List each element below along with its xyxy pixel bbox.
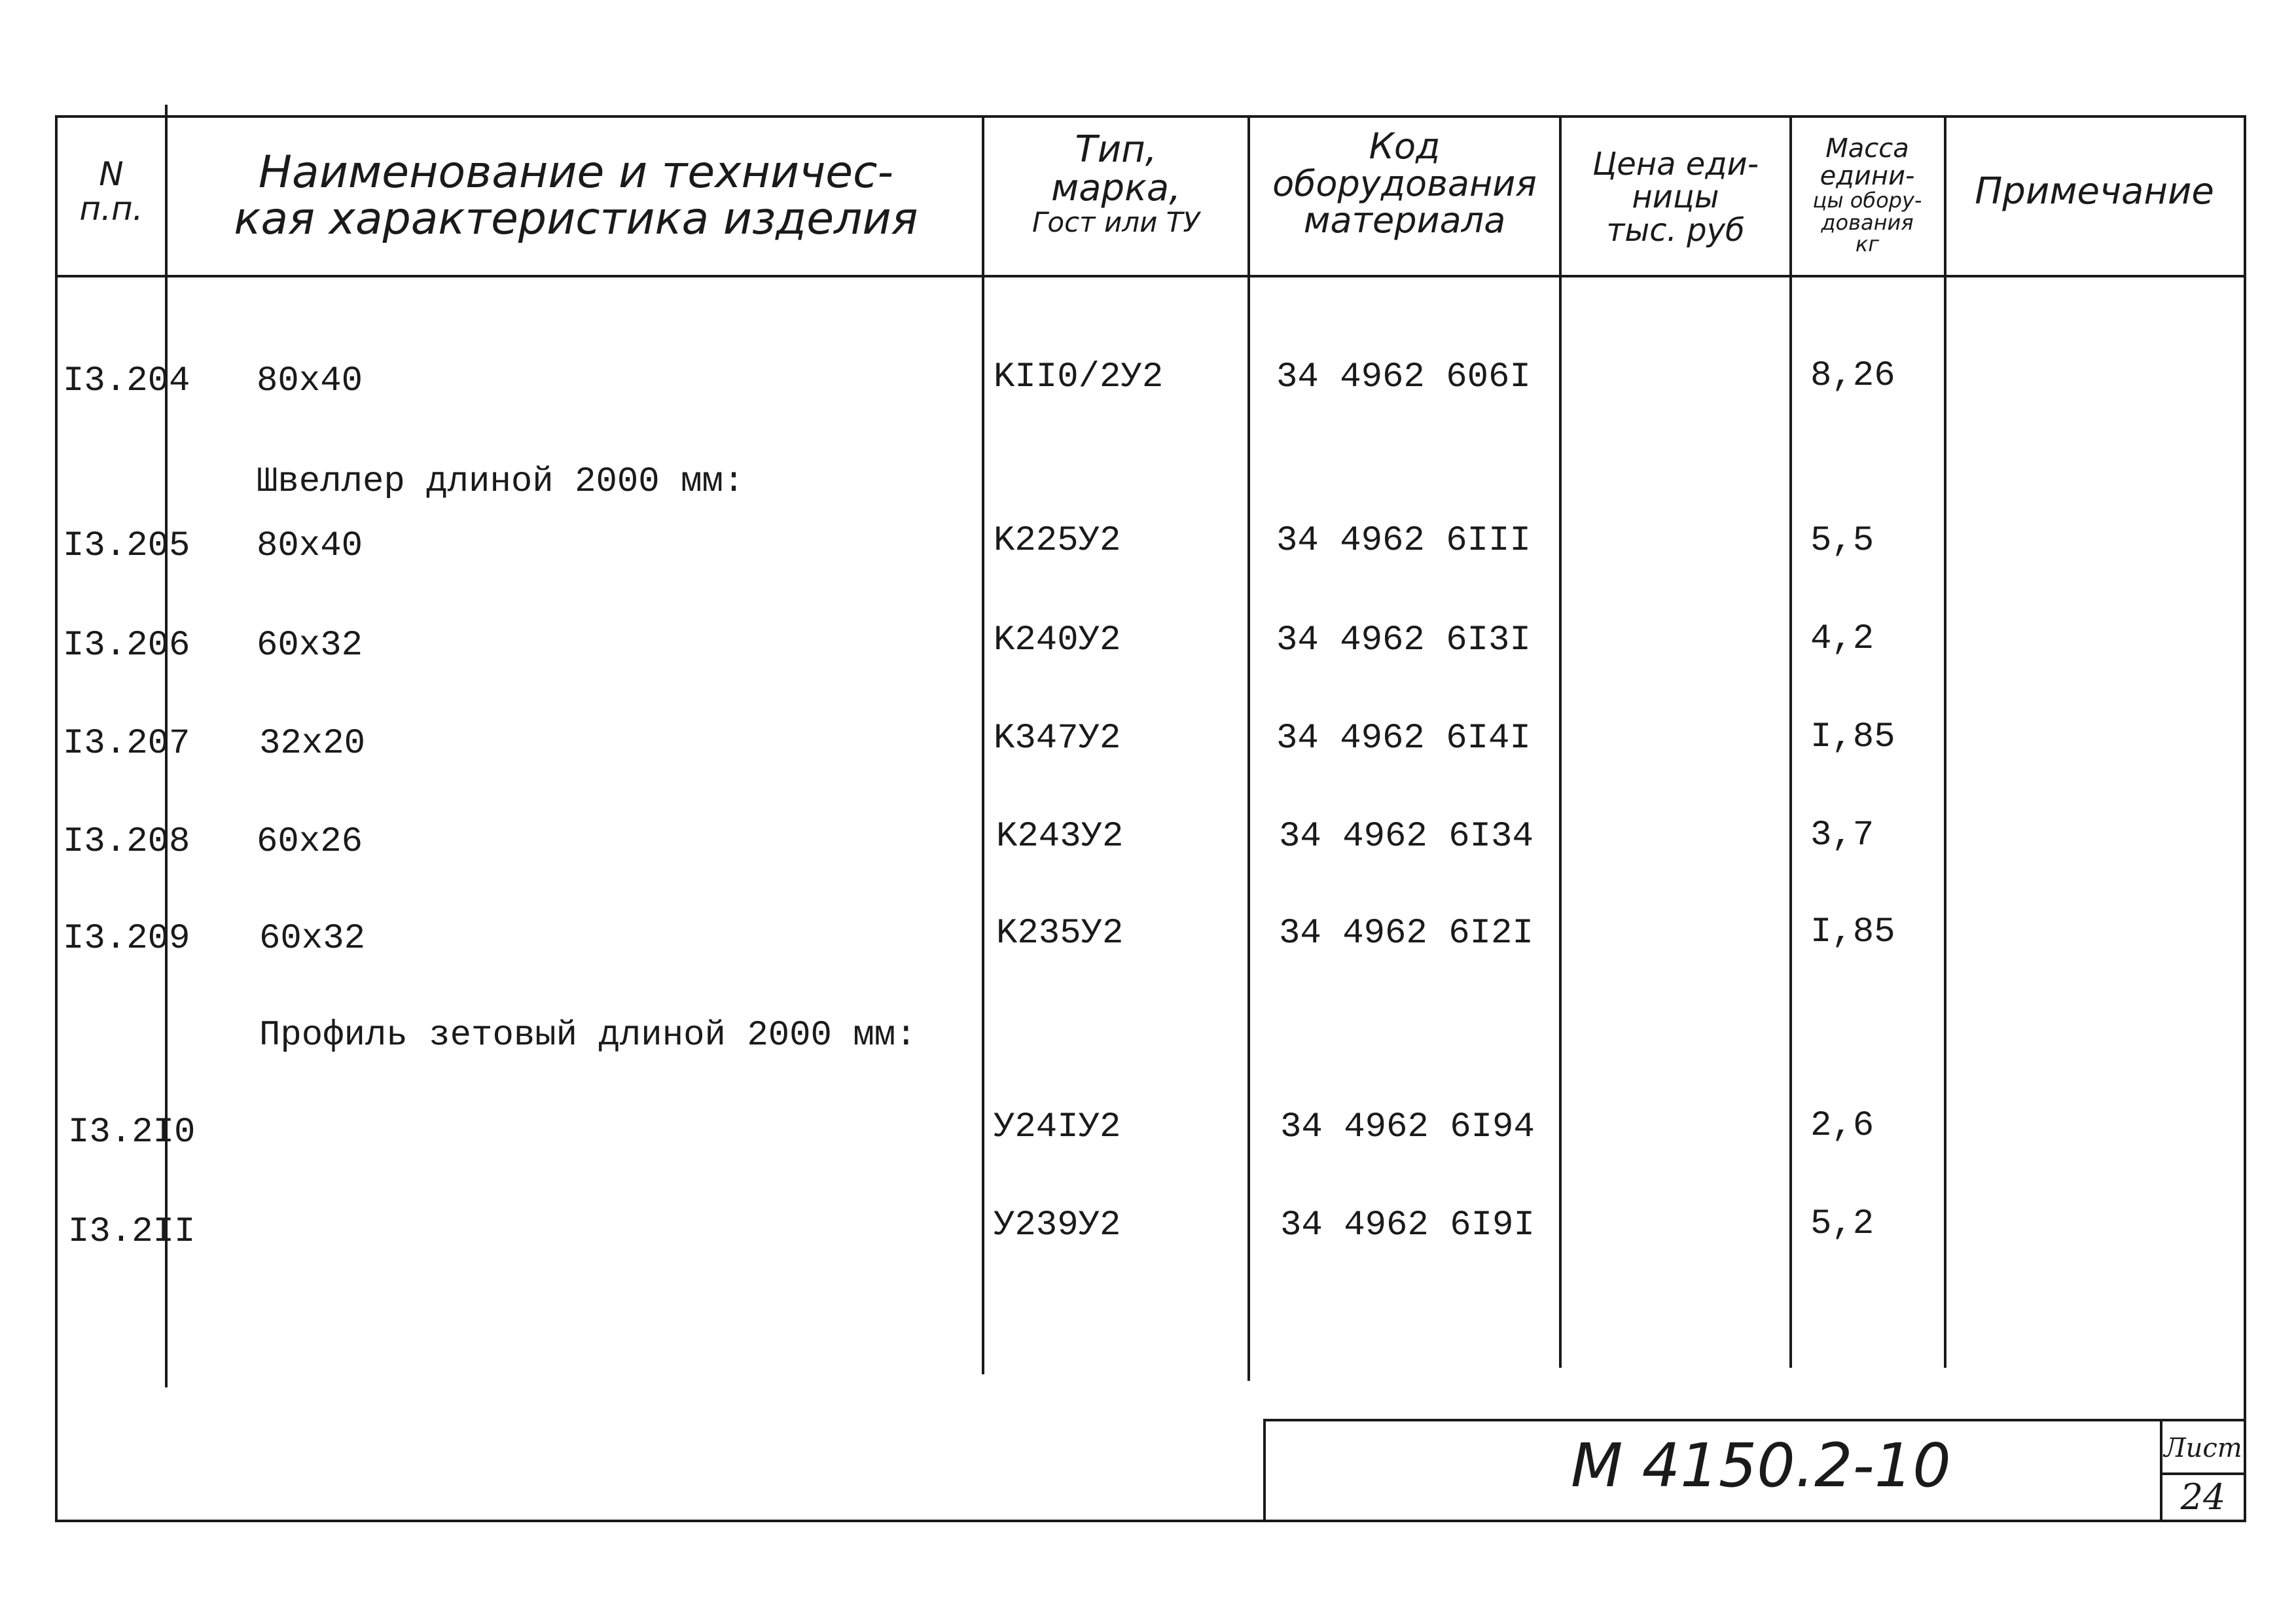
- row-8-mass: 5,2: [1810, 1204, 1874, 1244]
- header-code: [1254, 128, 1555, 240]
- section-zprofile-title: Профиль зетовый длиной 2000 мм:: [259, 1016, 917, 1056]
- row-1-name: 80x40: [257, 361, 363, 401]
- sheet-label: Лист: [2164, 1433, 2242, 1463]
- row-7-num: I3.2I0: [68, 1113, 196, 1152]
- section-channel-title: Швеллер длиной 2000 мм:: [257, 462, 745, 502]
- row-2-code: 34 4962 6III: [1276, 521, 1531, 561]
- sheet-number: 24: [2180, 1476, 2226, 1518]
- row-4-num: I3.207: [63, 724, 190, 764]
- col-sep-price: [1789, 118, 1792, 1368]
- header-code-line2: оборудования: [1272, 162, 1537, 204]
- stamp-sheet-divider: [2160, 1472, 2246, 1475]
- col-sep-mass: [1944, 118, 1946, 1368]
- header-mass-line2: едини-: [1820, 161, 1915, 191]
- row-1-code: 34 4962 606I: [1276, 357, 1531, 397]
- header-name: [183, 149, 969, 243]
- header-type-line1: Тип,: [1075, 128, 1157, 171]
- row-6-name: 60x32: [259, 919, 366, 959]
- row-8-num: I3.2II: [68, 1212, 196, 1252]
- header-mass-line5: кг: [1855, 232, 1880, 257]
- row-5-name: 60x26: [257, 822, 363, 862]
- header-num: [59, 157, 164, 226]
- page-bottom-border: [55, 1520, 2246, 1522]
- row-1-num: I3.204: [63, 361, 190, 401]
- header-bottom-border: [55, 275, 2246, 277]
- stamp-sheet-separator: [2160, 1419, 2162, 1522]
- header-num-line2: п.п.: [79, 189, 143, 228]
- header-code-line3: материала: [1303, 200, 1506, 241]
- header-type: [988, 128, 1244, 238]
- header-mass: [1793, 135, 1941, 256]
- row-4-name: 32x20: [259, 724, 366, 764]
- header-mass-line1: Масса: [1825, 134, 1909, 164]
- row-3-code: 34 4962 6I3I: [1276, 620, 1531, 660]
- header-type-line3: Гост или ТУ: [1031, 205, 1200, 238]
- col-sep-type: [1247, 118, 1250, 1381]
- header-price-line1: Цена еди-: [1592, 146, 1759, 183]
- col-sep-name: [982, 118, 984, 1374]
- row-2-num: I3.205: [63, 526, 190, 566]
- table-top-border: [55, 115, 2246, 118]
- row-5-type: K243У2: [996, 817, 1124, 857]
- header-code-line1: Код: [1369, 126, 1441, 167]
- row-1-type: KII0/2У2: [994, 357, 1164, 397]
- stamp-top-border: [1263, 1419, 2246, 1421]
- header-type-line2: марка,: [1050, 166, 1181, 209]
- header-mass-line4: дования: [1821, 209, 1914, 235]
- row-7-code: 34 4962 6I94: [1280, 1107, 1535, 1147]
- header-num-line1: N: [99, 155, 124, 193]
- row-5-mass: 3,7: [1810, 815, 1874, 855]
- row-4-code: 34 4962 6I4I: [1276, 719, 1531, 758]
- row-6-num: I3.209: [63, 919, 190, 959]
- row-3-num: I3.206: [63, 626, 190, 666]
- row-7-type: У24IУ2: [994, 1107, 1121, 1147]
- row-4-type: K347У2: [994, 719, 1121, 758]
- row-6-code: 34 4962 6I2I: [1279, 914, 1534, 954]
- row-2-name: 80x40: [257, 526, 363, 566]
- row-1-mass: 8,26: [1810, 356, 1895, 396]
- row-3-mass: 4,2: [1810, 619, 1874, 659]
- row-6-mass: I,85: [1810, 912, 1895, 952]
- header-price-line2: ницы: [1632, 179, 1719, 216]
- table-right-border: [2244, 115, 2246, 1522]
- row-5-code: 34 4962 6I34: [1279, 817, 1534, 857]
- row-5-num: I3.208: [63, 822, 190, 862]
- row-3-name: 60x32: [257, 626, 363, 666]
- header-name-line2: кая характеристика изделия: [234, 193, 918, 245]
- col-sep-code: [1559, 118, 1562, 1368]
- row-2-type: K225У2: [994, 521, 1121, 561]
- row-3-type: K240У2: [994, 620, 1121, 660]
- header-price: [1566, 148, 1785, 247]
- header-price-line3: тыс. руб: [1606, 211, 1745, 249]
- header-mass-line3: цы обору-: [1812, 188, 1922, 213]
- stamp-left-border: [1263, 1419, 1266, 1522]
- row-7-mass: 2,6: [1810, 1106, 1874, 1146]
- row-4-mass: I,85: [1810, 717, 1895, 757]
- header-name-line1: Наименование и техничес-: [258, 147, 894, 198]
- table-left-border: [55, 115, 58, 1522]
- document-code: M 4150.2-10: [1571, 1431, 1951, 1501]
- header-note: [1950, 170, 2238, 213]
- row-8-type: У239У2: [994, 1205, 1121, 1245]
- row-6-type: K235У2: [996, 914, 1124, 954]
- header-note-text: Примечание: [1975, 170, 2214, 213]
- row-8-code: 34 4962 6I9I: [1280, 1205, 1535, 1245]
- row-2-mass: 5,5: [1810, 521, 1874, 561]
